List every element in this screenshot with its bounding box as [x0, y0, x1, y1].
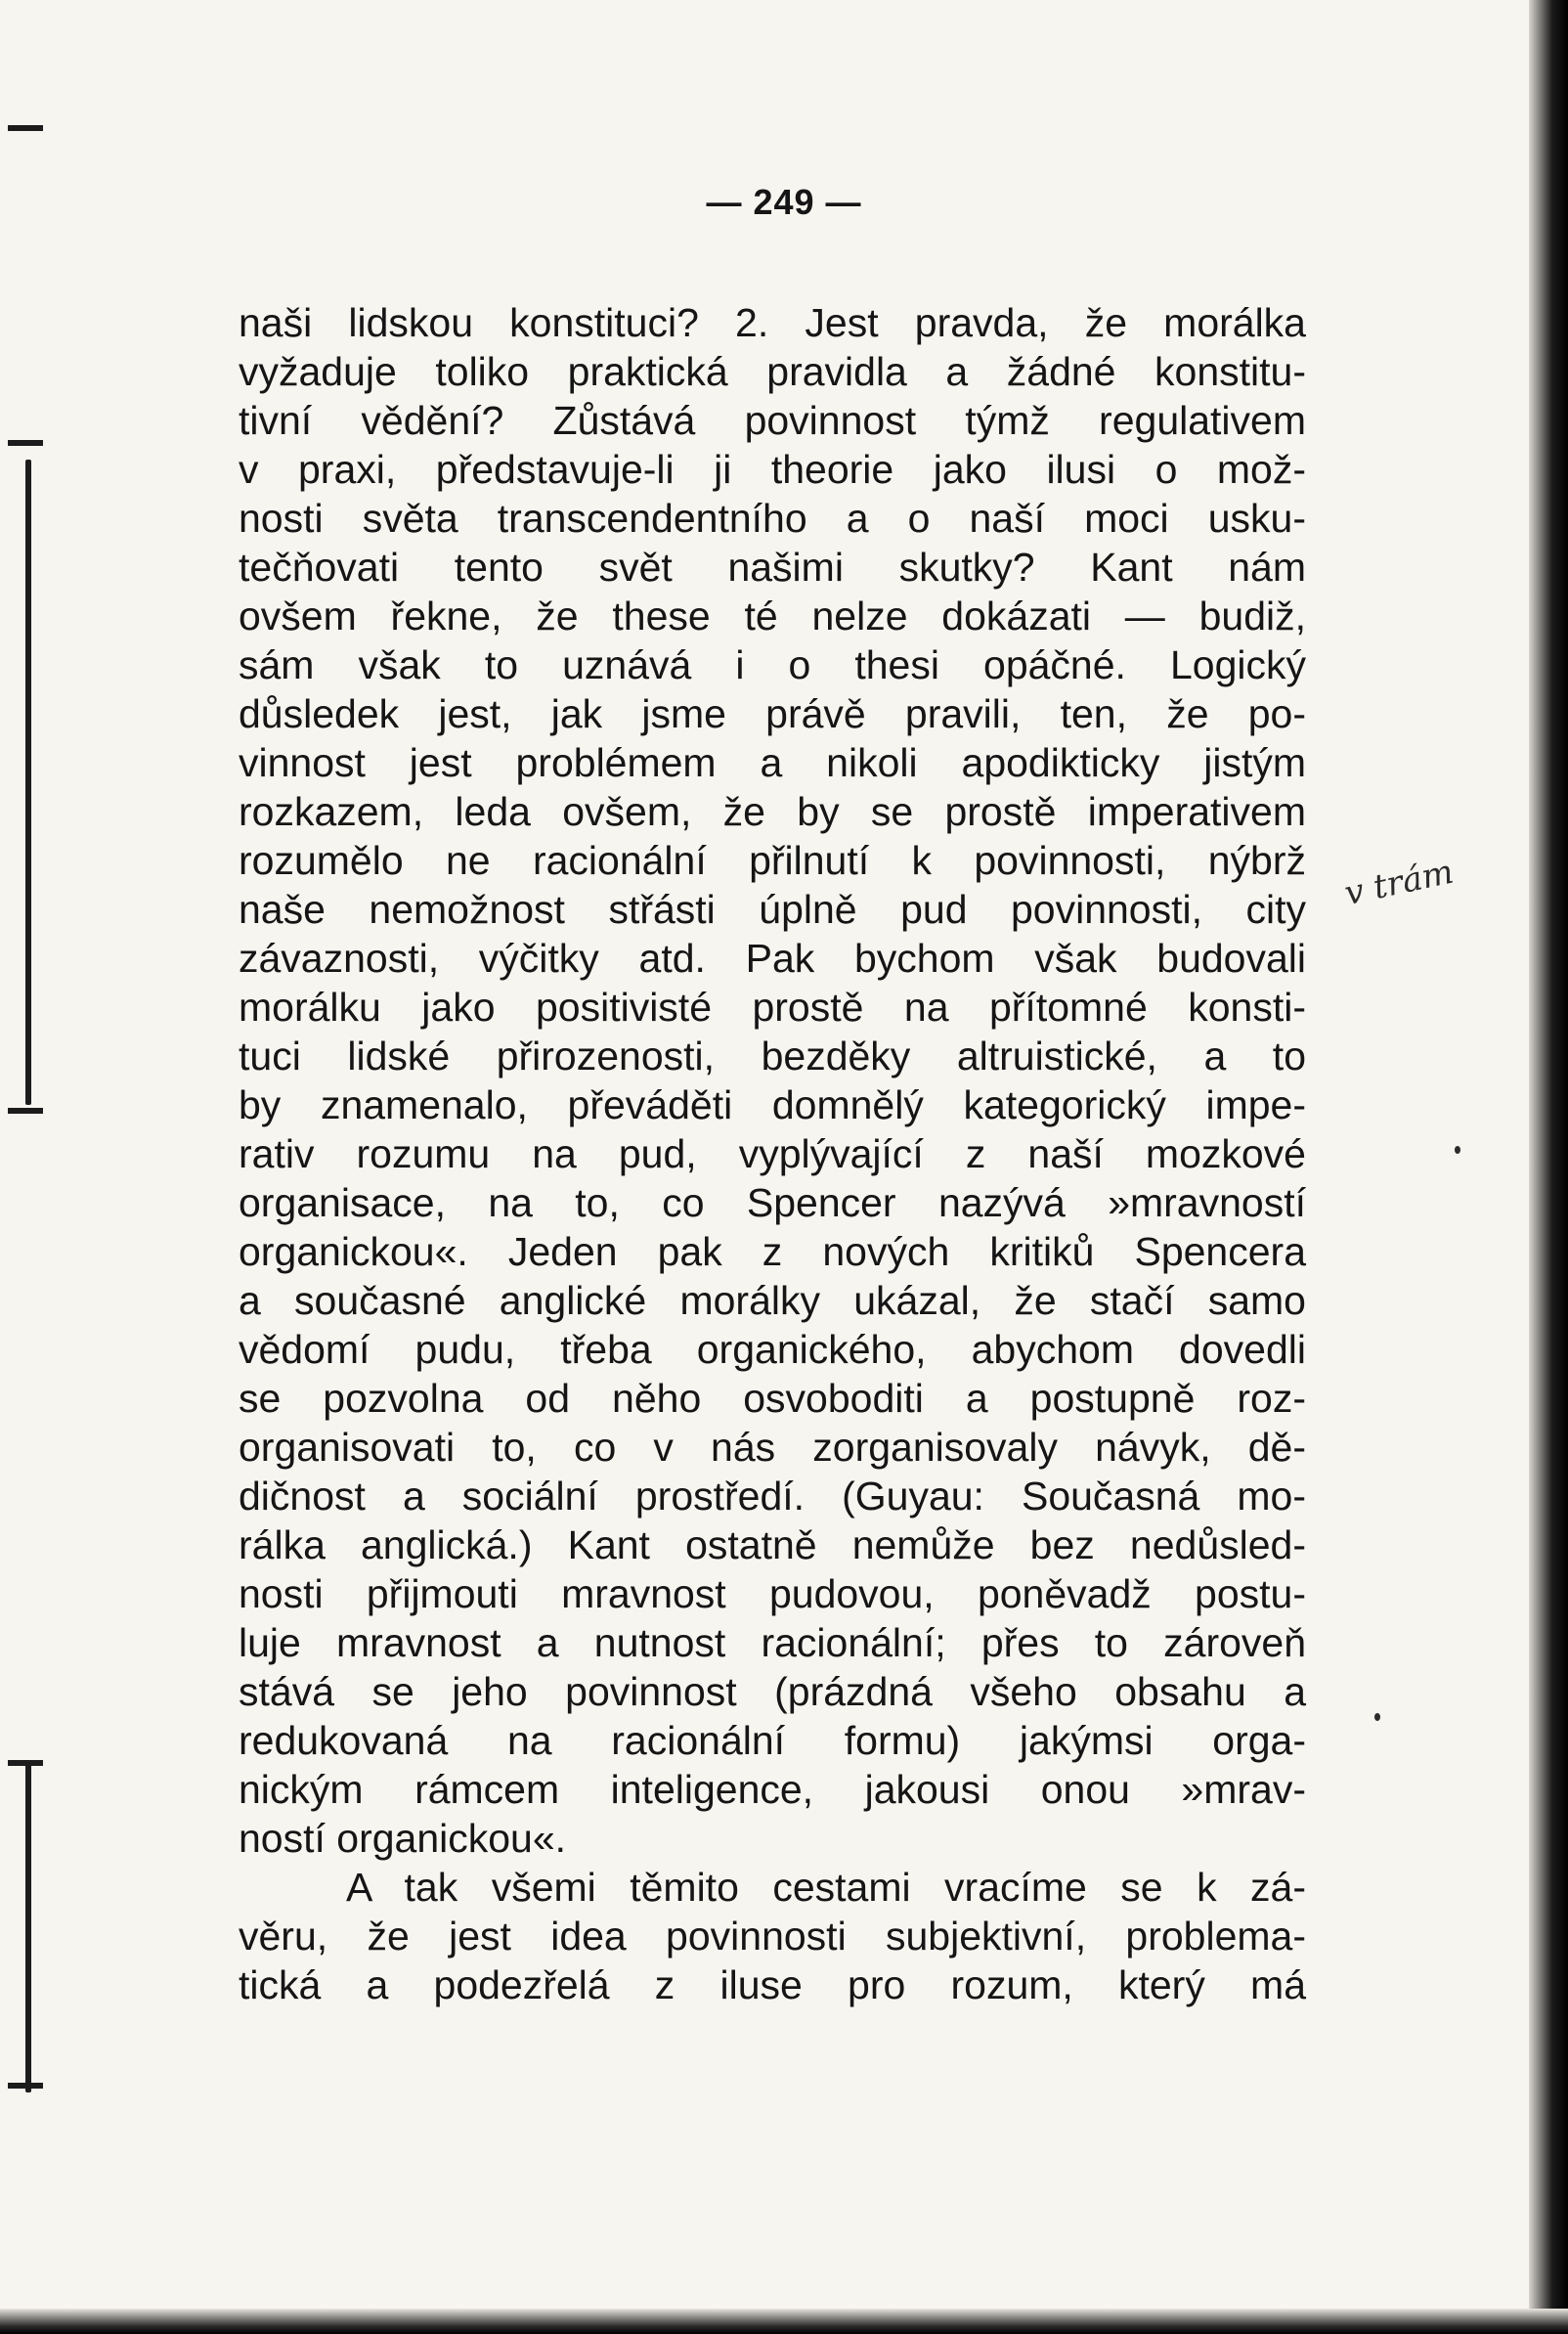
paragraph-2	[239, 1863, 1306, 2009]
text-line: tická a podezřelá z iluse pro rozum, který má	[239, 1962, 1306, 2007]
margin-binding-tick	[8, 2083, 43, 2089]
text-line: naše nemožnost střásti úplně pud povinnosti, city	[239, 887, 1306, 932]
text-line: organisace, na to, co Spencer nazývá »mravností	[239, 1180, 1306, 1225]
text-line: rozumělo ne racionální přilnutí k povinnosti, nýbrž	[239, 838, 1306, 883]
text-line: se pozvolna od něho osvoboditi a postupně roz-	[239, 1376, 1306, 1421]
paragraph-1	[239, 298, 1306, 1863]
margin-binding-rule	[25, 460, 31, 1105]
text-line: morálku jako positivisté prostě na přítomné konsti-	[239, 985, 1306, 1030]
handwritten-margin-note: v trám	[1341, 852, 1458, 914]
text-line: sám však to uznává i o thesi opáčné. Logický	[239, 642, 1306, 687]
text-line: věru, že jest idea povinnosti subjektivní, problema-	[239, 1914, 1306, 1959]
margin-binding-tick	[8, 1760, 43, 1766]
margin-binding-tick	[8, 125, 43, 131]
text-line: redukovaná na racionální formu) jakýmsi orga-	[239, 1718, 1306, 1763]
margin-binding-rule	[25, 1760, 31, 2092]
text-line: vyžaduje toliko praktická pravidla a žádné konstitu-	[239, 349, 1306, 394]
text-line: tuci lidské přirozenosti, bezděky altruistické, a to	[239, 1034, 1306, 1079]
text-line: rozkazem, leda ovšem, že by se prostě imperativem	[239, 789, 1306, 834]
text-line: stává se jeho povinnost (prázdná všeho obsahu a	[239, 1669, 1306, 1714]
text-line: důsledek jest, jak jsme právě pravili, ten, že po-	[239, 691, 1306, 736]
text-line: naši lidskou konstituci? 2. Jest pravda, že morálka	[239, 300, 1306, 345]
text-line: by znamenalo, převáděti domnělý kategorický impe-	[239, 1082, 1306, 1127]
text-line: ností organickou«.	[239, 1816, 567, 1861]
scan-edge-bottom	[0, 2309, 1568, 2334]
text-line: nickým rámcem inteligence, jakousi onou »mrav-	[239, 1767, 1306, 1812]
text-line: vinnost jest problémem a nikoli apodikticky jistým	[239, 740, 1306, 785]
ink-speck	[1455, 1146, 1460, 1154]
text-line: luje mravnost a nutnost racionální; přes to zároveň	[239, 1620, 1306, 1665]
margin-binding-tick	[8, 1108, 43, 1114]
text-line: v praxi, představuje-li ji theorie jako ilusi o mož-	[239, 447, 1306, 492]
text-line: vědomí pudu, třeba organického, abychom dovedli	[239, 1327, 1306, 1372]
text-line: ovšem řekne, že these té nelze dokázati — budiž,	[239, 594, 1306, 639]
text-line: tivní vědění? Zůstává povinnost týmž regulativem	[239, 398, 1306, 443]
text-line: dičnost a sociální prostředí. (Guyau: Současná mo-	[239, 1474, 1306, 1519]
ink-speck	[1374, 1713, 1380, 1721]
text-line: organisovati to, co v nás zorganisovaly návyk, dě-	[239, 1425, 1306, 1470]
text-line: nosti světa transcendentního a o naší moci usku-	[239, 496, 1306, 541]
margin-binding-tick	[8, 440, 43, 446]
body-text	[239, 298, 1306, 2009]
scan-edge-right	[1529, 0, 1568, 2334]
page-number: — 249 —	[706, 182, 862, 222]
text-line: A tak všemi těmito cestami vracíme se k zá-	[346, 1865, 1306, 1910]
text-line: a současné anglické morálky ukázal, že stačí samo	[239, 1278, 1306, 1323]
text-line: tečňovati tento svět našimi skutky? Kant nám	[239, 545, 1306, 590]
text-line: nosti přijmouti mravnost pudovou, poněvadž postu-	[239, 1571, 1306, 1616]
text-line: rálka anglická.) Kant ostatně nemůže bez nedůsled-	[239, 1522, 1306, 1567]
text-line: závaznosti, výčitky atd. Pak bychom však budovali	[239, 936, 1306, 981]
text-line: rativ rozumu na pud, vyplývající z naší mozkové	[239, 1131, 1306, 1176]
text-line: organickou«. Jeden pak z nových kritiků Spencera	[239, 1229, 1306, 1274]
